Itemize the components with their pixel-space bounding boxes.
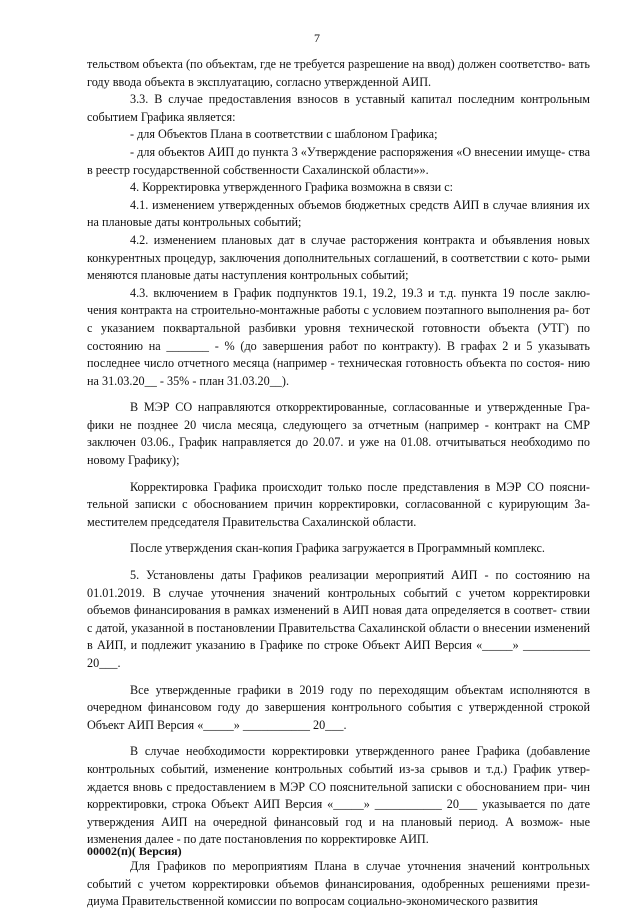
paragraph-correction: Корректировка Графика происходит только после представления в МЭР СО поясни- тельной записки с обоснованием причин корректировки, согласованной с курирующим За- местителем председателя Правительства Сахалинской области. [87,479,590,529]
paragraph-submission: В МЭР СО направляются откорректированные, согласованные и утвержденные Гра- фики не позднее 20 числа месяца, следующего за отчетным (например - контракт на СМР заключен 03.06., График направляется до 20.07. и уже на 01.08. отчитываться необходимо по новому Графику); [87,400,590,468]
paragraph-5: 5. Установлены даты Графиков реализации мероприятий АИП - по состоянию на 01.01.2019. В случае уточнения значений контрольных событий с учетом корректировки объемов финансирования в рамках изменений в АИП новая дата определяется в соответ- ствии с датой, указанной в постановлении Правительства Сахалинской области о внесении изменений в АИП, и подлежит указанию в Графике по строке Объект АИП Версия «_____» ___________ 20___. [87,568,590,670]
page-number: 7 [314,31,320,45]
paragraph-4: 4. Корректировка утвержденного Графика возможна в связи с: [130,180,454,195]
paragraph-4-1: 4.1. изменением утвержденных объемов бюджетных средств АИП в случае влияния их на плановые даты контрольных событий; [87,197,590,230]
list-item-aip-objects: - для объектов АИП до пункта 3 «Утверждение распоряжения «О внесении имуще- ства в реестр государственной собственности Сахалинской области»». [87,144,590,177]
paragraph-approved-schedules: Все утвержденные графики в 2019 году по переходящим объектам исполняются в очередном финансовом году до завершения контрольного события с утвержденной строкой Объект АИП Версия «_____» ___________ 20___. [87,682,590,732]
paragraph-4-2: 4.2. изменением плановых дат в случае расторжения контракта и объявления новых конкурентных процедур, заключения дополнительных соглашений, в соответствии с кото- рыми меняются плановые даты наступления контрольных событий; [87,232,590,283]
paragraph-4-3: 4.3. включением в График подпунктов 19.1, 19.2, 19.3 и т.д. пункта 19 после заклю- чения контракта на строительно-монтажные работы с условием поэтапного выполнения ра- бот с указанием поквартальной разбивки уровня технической готовности объекта (УТГ) по состоянию на _______ - % (до завершения работ по контракту). В графах 2 и 5 указывать последнее число отчетного месяца (например - техническая готовность объекта по состоя- нию на 31.03.20__ - 35% - план 31.03.20__). [87,285,590,388]
paragraph-scan-copy: После утверждения скан-копия Графика загружается в Программный комплекс. [130,541,545,556]
paragraph-re-approval: В случае необходимости корректировки утвержденного ранее Графика (добавление контрольных событий, изменение контрольных событий из-за срывов и т.д.) График утвер- ждается вновь с предоставлением в МЭР СО пояснительной записки с обоснованием при- чин корректировки, строка Объект АИП Версия «_____» ___________ 20___ указывается по дате утверждения АИП на очередной финансовый год и на плановый период. А возмож- ные изменения далее - по дате постановления по корректировке АИП. [87,744,590,847]
paragraph-continuation: тельством объекта (по объектам, где не требуется разрешение на ввод) должен соответство- вать году ввода объекта в эксплуатацию, согласно утвержденной АИП. [87,57,590,89]
document-body [87,56,590,911]
paragraph-3-3: 3.3. В случае предоставления взносов в уставный капитал последним контрольным событием Графика является: [87,92,590,124]
footer-code: 00002(п)( Версия) [87,844,182,858]
list-item-plan-objects: - для Объектов Плана в соответствии с шаблоном Графика; [130,127,438,142]
paragraph-plan-schedules: Для Графиков по мероприятиям Плана в случае уточнения значений контрольных событий с учетом корректировки объемов финансирования, одобренных решениями прези- диума Правительственной комиссии по вопросам социально-экономического развития [87,858,590,909]
